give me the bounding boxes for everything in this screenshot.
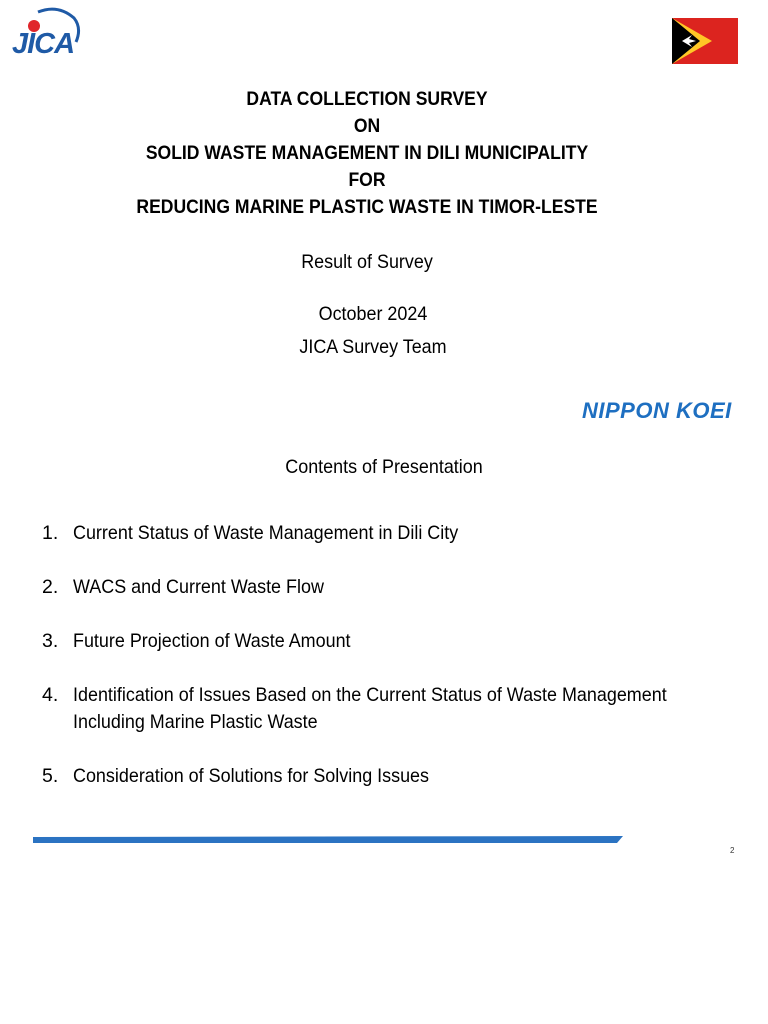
list-item-text: WACS and Current Waste Flow — [73, 576, 324, 598]
list-item — [42, 574, 742, 601]
list-item-text: Identification of Issues Based on the Current Status of Waste Management — [73, 684, 667, 706]
list-item-text-block — [73, 682, 667, 736]
jica-logo — [8, 6, 88, 66]
contents-heading: Contents of Presentation — [285, 456, 483, 478]
jica-logo-text: JICA — [12, 28, 75, 60]
title-line-3: SOLID WASTE MANAGEMENT IN DILI MUNICIPALITY — [145, 142, 589, 164]
list-item — [42, 520, 742, 547]
footer-blue-rule — [33, 836, 623, 844]
subtitle: Result of Survey — [301, 251, 433, 273]
timor-leste-flag-icon — [672, 18, 738, 64]
list-item — [42, 628, 742, 655]
nippon-koei-logo: NIPPON KOEI — [582, 398, 732, 423]
list-item — [42, 682, 742, 736]
list-item-number: 2. — [42, 576, 59, 598]
list-item-number: 4. — [42, 684, 59, 706]
title-line-2: ON — [353, 115, 381, 137]
title-line-5: REDUCING MARINE PLASTIC WASTE IN TIMOR-LESTE — [136, 196, 598, 218]
list-item-text: Consideration of Solutions for Solving Issues — [73, 765, 430, 787]
list-item-number: 5. — [42, 765, 59, 787]
title-line-4: FOR — [348, 169, 386, 191]
list-item-text: Current Status of Waste Management in Dili City — [73, 522, 459, 544]
title-line-1: DATA COLLECTION SURVEY — [246, 88, 488, 110]
list-item — [42, 763, 742, 790]
page-number: 2 — [730, 846, 735, 855]
date: October 2024 — [318, 303, 428, 325]
list-item-number: 1. — [42, 522, 59, 544]
contents-list — [42, 520, 742, 817]
list-item-text: Future Projection of Waste Amount — [73, 630, 351, 652]
list-item-text-continued: Including Marine Plastic Waste — [73, 711, 318, 733]
list-item-number: 3. — [42, 630, 59, 652]
title-block — [0, 86, 734, 221]
team-name: JICA Survey Team — [299, 336, 447, 358]
